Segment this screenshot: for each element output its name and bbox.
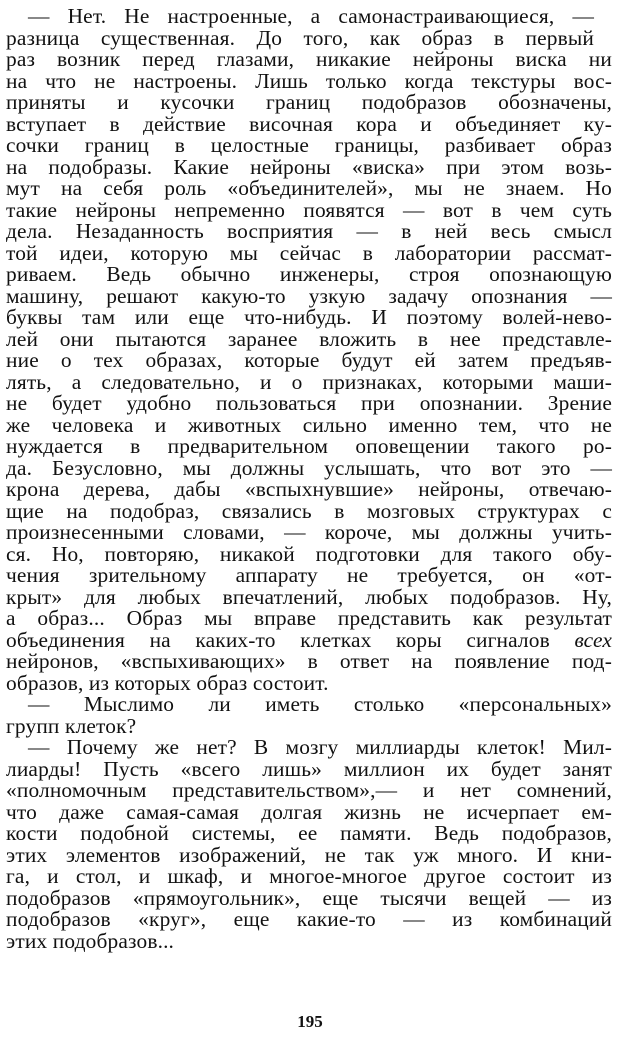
text-line: групп клеток?: [6, 713, 137, 738]
text-line: подобразов «круг», еще какие-то — из комбинаций: [6, 907, 612, 931]
text-line: крыт» для любых впечатлений, любых подобразов. Ну,: [6, 584, 612, 609]
text-line: нейронов, «вспыхивающих» в ответ на появление под-: [6, 649, 612, 673]
text-line: что даже самая-самая долгая жизнь не исчерпает ем-: [6, 799, 612, 824]
text-line: на подобразы. Какие нейроны «виска» при этом возь-: [6, 154, 612, 179]
text-line: объединения на каких-то клетках коры сигналов всех: [6, 627, 612, 652]
text-line: такие нейроны непременно появятся — вот в чем суть: [6, 197, 612, 222]
text-line: лей они пытаются заранее вложить в нее представле-: [6, 326, 612, 351]
text-line: той идеи, которую мы сейчас в лаборатории рассмат-: [6, 240, 612, 265]
text-line: этих элементов изображений, не так уж много. И кни-: [6, 842, 612, 867]
text-line: — Почему же нет? В мозгу миллиарды клеток! Мил-: [28, 735, 612, 759]
page-number: 195: [297, 1012, 323, 1031]
text-line: ся. Но, повторяю, никакой подготовки для такого обу-: [6, 541, 612, 566]
text-line: машину, решают какую-то узкую задачу опознания —: [6, 283, 612, 308]
text-line: ние о тех образах, которые будут ей затем предъяв-: [6, 348, 612, 372]
text-line: же человека и животных сильно именно тем, что не: [6, 412, 612, 437]
text-line: вступает в действие височная кора и объединяет ку-: [6, 111, 612, 136]
text-line: подобразов «прямоугольник», еще тысячи вещей — из: [6, 885, 612, 910]
text-line: не будет удобно пользоваться при опознании. Зрение: [6, 391, 612, 415]
text-line: чения зрительному аппарату не требуется, он «от-: [6, 563, 612, 587]
text-line: дела. Незаданность восприятия — в ней весь смысл: [6, 219, 612, 243]
text-line: щие на подобраз, связались в мозговых структурах с: [6, 498, 612, 523]
text-line: произнесенными словами, — короче, мы должны учить-: [6, 520, 612, 544]
text-line: а образ... Образ мы вправе представить как результат: [6, 606, 612, 630]
text-line: кости подобной системы, ее памяти. Ведь подобразов,: [6, 821, 612, 845]
text-line: разница существенная. До того, как образ в первый: [6, 25, 594, 50]
text-line: — Нет. Не настроенные, а самонастраивающиеся, —: [28, 4, 594, 28]
text-line: образов, из которых образ состоит.: [6, 670, 329, 695]
text-line: этих подобразов...: [6, 928, 175, 953]
text-line: лять, а следовательно, и о признаках, которыми маши-: [6, 369, 612, 394]
text-line: сочки границ в целостные границы, разбивает образ: [6, 133, 612, 157]
text-line: нуждается в предварительном оповещении такого ро-: [6, 434, 612, 458]
text-line: буквы там или еще что-нибудь. И поэтому волей-нево-: [6, 305, 612, 329]
text-line: крона дерева, дабы «вспыхнувшие» нейроны, отвечаю-: [6, 477, 612, 501]
text-line: на что не настроены. Лишь только когда текстуры вос-: [6, 68, 612, 93]
text-line: лиарды! Пусть «всего лишь» миллион их будет занят: [6, 756, 612, 781]
text-line: да. Безусловно, мы должны услышать, что вот это —: [6, 455, 612, 480]
text-line: — Мыслимо ли иметь столько «персональных»: [28, 692, 612, 716]
text-line: «полномочным представительством»,— и нет сомнений,: [6, 778, 612, 802]
text-line: раз возник перед глазами, никакие нейроны виска ни: [6, 47, 612, 71]
text-line: риваем. Ведь обычно инженеры, строя опознающую: [6, 262, 612, 286]
text-line: мут на себя роль «объединителей», мы не знаем. Но: [6, 176, 612, 200]
text-line: га, и стол, и шкаф, и многое-многое другое состоит из: [6, 864, 612, 888]
text-line: приняты и кусочки границ подобразов обозначены,: [6, 90, 612, 114]
